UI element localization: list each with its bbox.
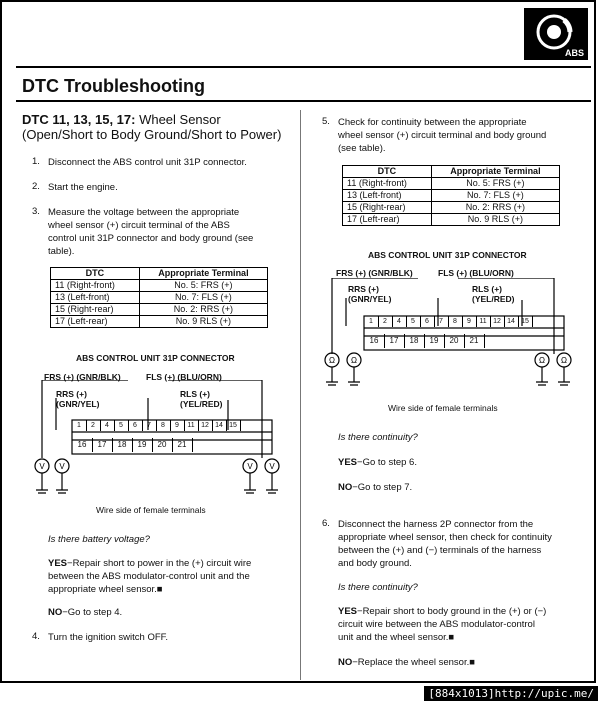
pin-label: 12 — [490, 316, 505, 327]
pin-label: 5 — [114, 420, 129, 431]
pin-label: 21 — [464, 334, 485, 348]
frs-label: FRS (+) (GNR/BLK) — [336, 268, 413, 278]
table-row: 13 (Left-front) No. 7: FLS (+) — [51, 292, 268, 304]
pin-label: 11 — [476, 316, 491, 327]
abs-logo-icon — [524, 8, 588, 60]
table-header: Appropriate Terminal — [139, 268, 267, 280]
footer-watermark: [884x1013]http://upic.me/ — [424, 686, 598, 701]
pin-label: 18 — [404, 334, 425, 348]
pin-label: 19 — [132, 438, 153, 452]
pin-label: 19 — [424, 334, 445, 348]
pin-label: 12 — [198, 420, 213, 431]
step-2-number: 2. — [32, 181, 40, 192]
table-row: 17 (Left-rear) No. 9 RLS (+) — [343, 214, 560, 226]
pin-label: 1 — [72, 420, 87, 431]
step-4-number: 4. — [32, 631, 40, 642]
svg-text:V: V — [39, 462, 45, 471]
svg-text:Ω: Ω — [539, 356, 545, 365]
pin-label: 8 — [448, 316, 463, 327]
title-rule — [16, 100, 591, 102]
svg-text:V: V — [247, 462, 253, 471]
rls-label: RLS (+) (YEL/RED) — [472, 284, 515, 304]
pin-label: 14 — [504, 316, 519, 327]
svg-text:V: V — [59, 462, 65, 471]
table-header: DTC — [343, 166, 432, 178]
pin-label: 7 — [434, 316, 449, 327]
pin-label: 16 — [72, 438, 93, 452]
svg-text:Ω: Ω — [329, 356, 335, 365]
question-continuity: Is there continuity? — [338, 432, 418, 443]
pin-label: 20 — [444, 334, 465, 348]
answer-yes-continuity-2: YES−Repair short to body ground in the (+) or (−) circuit wire between the ABS modulator-control unit and the wheel sensor.■ — [338, 606, 547, 643]
table-row: 15 (Right-rear) No. 2: RRS (+) — [343, 202, 560, 214]
top-rule — [16, 66, 591, 68]
step-4-text: Turn the ignition switch OFF. — [48, 632, 169, 643]
dtc-table-left — [50, 267, 268, 328]
step-1-text: Disconnect the ABS control unit 31P connector. — [48, 157, 247, 168]
pin-label: 16 — [364, 334, 385, 348]
abs-logo-text: ABS — [564, 48, 584, 58]
pin-label: 21 — [172, 438, 193, 452]
dtc-table-right — [342, 165, 560, 226]
rrs-label: RRS (+) (GNR/YEL) — [56, 389, 100, 409]
step-3-line: wheel sensor (+) circuit terminal of the ABS — [48, 220, 230, 231]
svg-text:V: V — [269, 462, 275, 471]
step-5-number: 5. — [322, 116, 330, 127]
pin-label: 9 — [170, 420, 185, 431]
pin-label: 17 — [384, 334, 405, 348]
diagram-title-right: ABS CONTROL UNIT 31P CONNECTOR — [368, 250, 527, 260]
step-3-number: 3. — [32, 206, 40, 217]
step-5-text: Check for continuity between the appropriate wheel sensor (+) circuit terminal and body ground (see table). — [338, 117, 547, 154]
step-6-text: Disconnect the harness 2P connector from the appropriate wheel sensor, then check for continuity between the (+) and (−) terminals of the harness and body ground. — [338, 519, 552, 569]
table-row: 17 (Left-rear) No. 9 RLS (+) — [51, 316, 268, 328]
diagram-caption-left: Wire side of female terminals — [96, 505, 206, 515]
pin-label: 18 — [112, 438, 133, 452]
section-name: Wheel Sensor — [135, 112, 221, 127]
page-title: DTC Troubleshooting — [22, 76, 205, 96]
pin-label: 5 — [406, 316, 421, 327]
pin-label: 2 — [86, 420, 101, 431]
step-3-line: table). — [48, 246, 75, 257]
pin-label: 4 — [100, 420, 115, 431]
table-row: 11 (Right-front) No. 5: FRS (+) — [51, 280, 268, 292]
diagram-caption-right: Wire side of female terminals — [388, 403, 498, 413]
section-heading — [22, 112, 297, 142]
table-row: 11 (Right-front) No. 5: FRS (+) — [343, 178, 560, 190]
table-row: 13 (Left-front) No. 7: FLS (+) — [343, 190, 560, 202]
pin-label: 2 — [378, 316, 393, 327]
svg-text:Ω: Ω — [351, 356, 357, 365]
pin-label: 20 — [152, 438, 173, 452]
pin-label: 4 — [392, 316, 407, 327]
pin-label: 15 — [518, 316, 533, 327]
pin-label: 9 — [462, 316, 477, 327]
pin-label: 14 — [212, 420, 227, 431]
step-6-number: 6. — [322, 518, 330, 529]
pin-label: 6 — [128, 420, 143, 431]
section-subtitle: (Open/Short to Body Ground/Short to Power) — [22, 127, 282, 142]
column-divider — [300, 110, 301, 680]
pin-label: 7 — [142, 420, 157, 431]
fls-label: FLS (+) (BLU/ORN) — [438, 268, 514, 278]
pin-label: 17 — [92, 438, 113, 452]
step-3-line: Measure the voltage between the appropriate — [48, 207, 240, 218]
dtc-codes: DTC 11, 13, 15, 17: — [22, 112, 136, 127]
pin-label: 8 — [156, 420, 171, 431]
pin-label: 11 — [184, 420, 199, 431]
rrs-label: RRS (+) (GNR/YEL) — [348, 284, 392, 304]
frs-label: FRS (+) (GNR/BLK) — [44, 372, 121, 382]
rls-label: RLS (+) (YEL/RED) — [180, 389, 223, 409]
table-row: 15 (Right-rear) No. 2: RRS (+) — [51, 304, 268, 316]
answer-yes-continuity: YES−Go to step 6. — [338, 457, 417, 468]
svg-text:Ω: Ω — [561, 356, 567, 365]
pin-label: 1 — [364, 316, 379, 327]
table-header: DTC — [51, 268, 140, 280]
table-header: Appropriate Terminal — [431, 166, 559, 178]
step-2-text: Start the engine. — [48, 182, 118, 193]
answer-no-continuity: NO−Go to step 7. — [338, 482, 413, 493]
question-continuity-2: Is there continuity? — [338, 582, 418, 593]
answer-yes-voltage: YES−Repair short to power in the (+) circuit wire between the ABS modulator-control unit and the appropriate wheel sensor.■ — [48, 558, 252, 595]
answer-no-voltage: NO−Go to step 4. — [48, 607, 123, 618]
step-1-number: 1. — [32, 156, 40, 167]
fls-label: FLS (+) (BLU/ORN) — [146, 372, 222, 382]
diagram-title-left: ABS CONTROL UNIT 31P CONNECTOR — [76, 353, 235, 363]
pin-label: 15 — [226, 420, 241, 431]
pin-label: 6 — [420, 316, 435, 327]
question-voltage: Is there battery voltage? — [48, 534, 150, 545]
step-3-line: control unit 31P connector and body ground (see — [48, 233, 254, 244]
answer-no-continuity-2: NO−Replace the wheel sensor.■ — [338, 657, 475, 668]
step-3-text — [48, 206, 253, 258]
